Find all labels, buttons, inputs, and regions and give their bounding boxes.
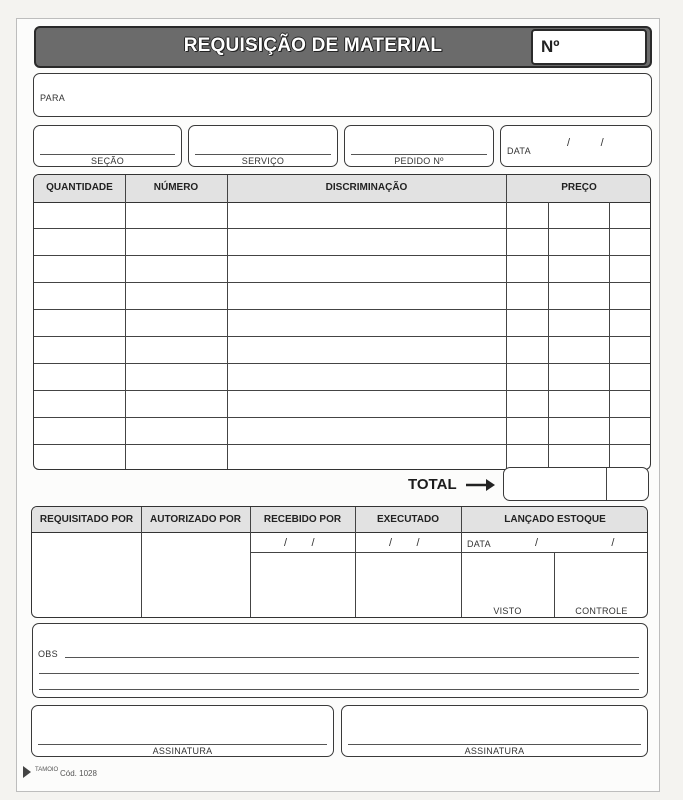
data-field[interactable] bbox=[500, 125, 652, 167]
brand-logo-icon bbox=[21, 765, 33, 779]
date-row-line bbox=[250, 552, 648, 553]
approvals-table bbox=[31, 506, 648, 618]
pedido-field[interactable] bbox=[344, 125, 494, 167]
obs-label: OBS bbox=[38, 649, 58, 659]
items-table-header bbox=[34, 175, 650, 203]
header-executado: EXECUTADO bbox=[376, 514, 440, 525]
total-field[interactable] bbox=[503, 467, 649, 501]
obs-line bbox=[65, 657, 639, 658]
header-preco: PREÇO bbox=[561, 182, 597, 193]
estoque-date-separator: / / bbox=[535, 537, 615, 549]
secao-underline bbox=[40, 154, 175, 155]
form-code: Cód. 1028 bbox=[60, 769, 97, 778]
table-row bbox=[34, 336, 650, 337]
signature-line bbox=[348, 744, 641, 745]
data-date-separator: / / bbox=[567, 137, 604, 149]
table-row bbox=[34, 363, 650, 364]
items-table bbox=[33, 174, 651, 470]
table-row bbox=[34, 417, 650, 418]
executado-date-separator: / / bbox=[389, 537, 420, 549]
pedido-label: PEDIDO Nº bbox=[394, 156, 444, 166]
form-title: REQUISIÇÃO DE MATERIAL bbox=[183, 35, 443, 56]
header-requisitado: REQUISITADO POR bbox=[39, 514, 134, 525]
column-divider bbox=[461, 507, 462, 618]
obs-line bbox=[39, 689, 639, 690]
table-row bbox=[34, 228, 650, 229]
para-label: PARA bbox=[40, 93, 66, 103]
number-label: Nº bbox=[541, 37, 560, 56]
secao-label: SEÇÃO bbox=[90, 156, 124, 166]
table-row bbox=[34, 282, 650, 283]
obs-field[interactable] bbox=[32, 623, 648, 698]
obs-line bbox=[39, 673, 639, 674]
column-divider bbox=[355, 507, 356, 618]
signature-field[interactable] bbox=[31, 705, 334, 757]
servico-underline bbox=[195, 154, 331, 155]
column-divider bbox=[250, 507, 251, 618]
para-field[interactable] bbox=[33, 73, 652, 117]
total-label: TOTAL bbox=[408, 476, 457, 493]
number-field[interactable] bbox=[531, 29, 647, 65]
arrow-right-icon bbox=[466, 478, 496, 492]
signature-label: ASSINATURA bbox=[464, 746, 525, 756]
signature-field[interactable] bbox=[341, 705, 648, 757]
header-autorizado: AUTORIZADO POR bbox=[150, 514, 241, 525]
estoque-data-label: DATA bbox=[467, 539, 491, 549]
header-lancado-estoque: LANÇADO ESTOQUE bbox=[504, 514, 606, 525]
header-quantidade: QUANTIDADE bbox=[46, 182, 113, 193]
header-recebido: RECEBIDO POR bbox=[263, 514, 342, 525]
controle-label: CONTROLE bbox=[575, 606, 628, 616]
brand-name: TAMOIO bbox=[35, 767, 59, 773]
table-row bbox=[34, 390, 650, 391]
visto-label: VISTO bbox=[493, 606, 522, 616]
secao-field[interactable] bbox=[33, 125, 182, 167]
approvals-header bbox=[32, 507, 647, 533]
pedido-underline bbox=[351, 154, 487, 155]
column-divider bbox=[506, 175, 507, 470]
recebido-date-separator: / / bbox=[284, 537, 315, 549]
data-label: DATA bbox=[507, 146, 531, 156]
signature-label: ASSINATURA bbox=[152, 746, 213, 756]
table-row bbox=[34, 444, 650, 445]
header-discriminacao: DISCRIMINAÇÃO bbox=[325, 182, 408, 193]
total-divider bbox=[606, 468, 607, 500]
column-divider bbox=[227, 175, 228, 470]
servico-label: SERVIÇO bbox=[241, 156, 285, 166]
header-numero: NÚMERO bbox=[153, 182, 199, 193]
column-divider bbox=[141, 507, 142, 618]
table-row bbox=[34, 255, 650, 256]
signature-line bbox=[38, 744, 327, 745]
table-row bbox=[34, 309, 650, 310]
column-divider bbox=[125, 175, 126, 470]
title-bar bbox=[34, 26, 652, 68]
servico-field[interactable] bbox=[188, 125, 338, 167]
